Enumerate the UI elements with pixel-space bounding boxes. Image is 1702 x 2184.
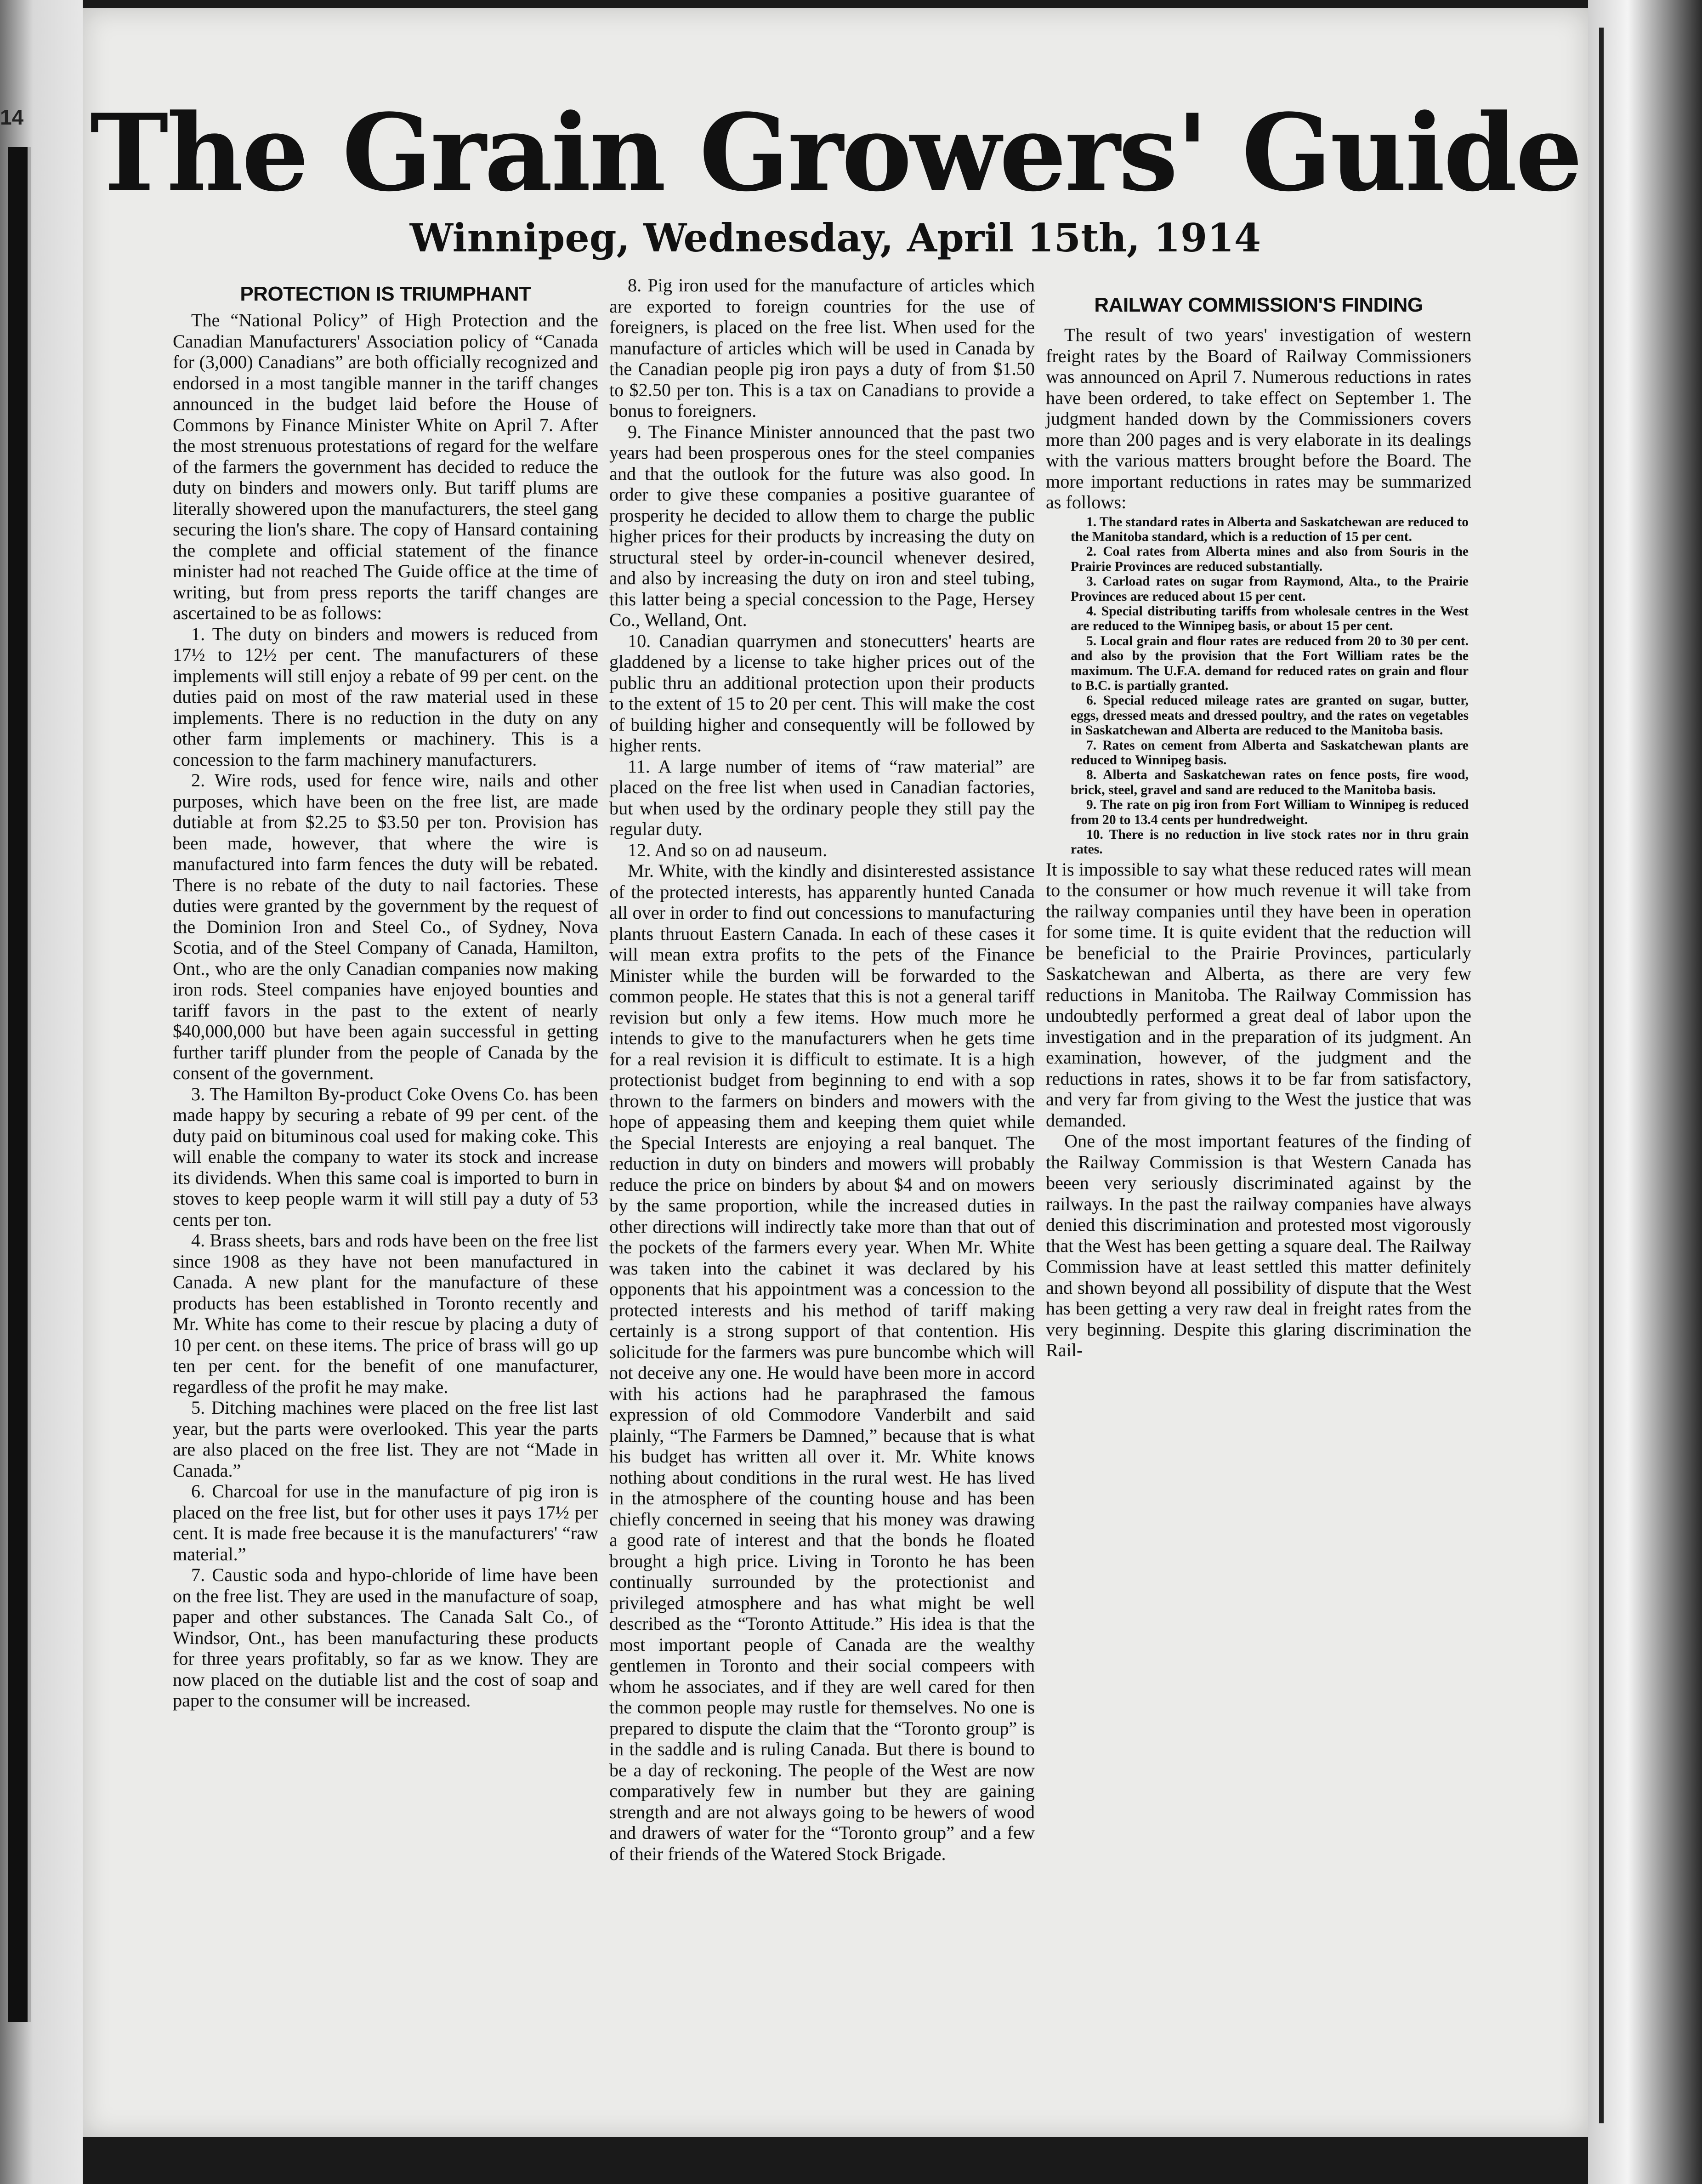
paragraph: It is impossible to say what these reduced rates will mean to the consumer or how much revenue it will take from the railway companies until they have been in operation for some time. It is quite evident that the reduction will be beneficial to the Prairie Provinces, particularly Saskatchewan and Alberta, as there are very few reductions in Manitoba. The Railway Commission has undoubtedly performed a great deal of labor upon the investigation and in the preparation of its judgment. An examination, however, of the judgment and the reductions in rates, shows it to be far from satisfactory, and very far from giving to the West the justice that was demanded. — [1046, 859, 1471, 1131]
article-heading-railway: RAILWAY COMMISSION'S FINDING — [1094, 294, 1423, 316]
page-edge-line — [1599, 28, 1604, 2123]
paragraph: 6. Charcoal for use in the manufacture of pig iron is placed on the free list, but for other uses it pays 17½ per cent. It is made free because it is the manufacturers' “raw material.” — [173, 1481, 598, 1564]
paragraph: 12. And so on ad nauseum. — [628, 839, 828, 860]
masthead-title: The Grain Growers' Guide — [90, 91, 1581, 215]
list-item: 8. Alberta and Saskatchewan rates on fence posts, fire wood, brick, steel, gravel and sand are reduced to the Manitoba basis. — [1071, 768, 1469, 797]
paragraph: 2. Wire rods, used for fence wire, nails and other purposes, which have been on the free list, are made dutiable at from $2.25 to $3.50 per ton. Provision has been made, however, that where the wire is manufactured into farm fences the duty will be rebated. There is no rebate of the duty to nail factories. These duties were granted by the government by the request of the Dominion Iron and Steel Co., of Sydney, Nova Scotia, and of the Steel Company of Canada, Hamilton, Ont., who are the only Canadian companies now making iron rods. Steel companies have enjoyed bounties and tariff favors in the past to the extent of nearly $40,000,000 but have been again successful in getting further tariff plunder from the people of Canada by the consent of the government. — [173, 770, 598, 1083]
column-2 — [609, 275, 1035, 1864]
list-item: 6. Special reduced mileage rates are granted on sugar, butter, eggs, dressed meats and dressed poultry, and the rates on vegetables in Saskatchewan and Alberta are reduced to the Manitoba basis. — [1071, 693, 1469, 738]
list-item: 2. Coal rates from Alberta mines and also from Souris in the Prairie Provinces are reduced substantially. — [1071, 544, 1469, 574]
left-page-border — [8, 147, 31, 2022]
paragraph: 10. Canadian quarrymen and stonecutters' hearts are gladdened by a license to take higher prices out of the public thru an additional protection upon their products to the extent of 15 to 20 per cent. This will make the cost of building higher and consequently will be followed by higher rents. — [609, 630, 1035, 756]
list-item: 1. The standard rates in Alberta and Saskatchewan are reduced to the Manitoba standard, which is a reduction of 15 per cent. — [1071, 514, 1469, 544]
reductions-list — [1046, 515, 1471, 857]
list-item: 5. Local grain and flour rates are reduced from 20 to 30 per cent. and also by the provision that the Fort William rates be the maximum. The U.F.A. demand for reduced rates on grain and flour to B.C. is partially granted. — [1071, 633, 1469, 693]
paragraph: 9. The Finance Minister announced that the past two years had been prosperous ones for the steel companies and that the outlook for the future was also good. In order to give these companies a positive guarantee of prosperity he decided to allow them to charge the public higher prices for their products by increasing the duty on structural steel by order-in-council whenever desired, and also by increasing the duty on iron and steel tubing, this latter being a special concession to the Page, Hersey Co., Welland, Ont. — [609, 421, 1035, 630]
paragraph: One of the most important features of the finding of the Railway Commission is that Western Canada has beeen very seriously discriminated against by the railways. In the past the railway companies have always denied this discrimination and protested most vigorously that the West has been getting a square deal. The Railway Commission have at least settled this matter definitely and shown beyond all possibility of dispute that the West has been getting a very raw deal in freight rates from the very beginning. Despite this glaring discrimination the Rail- — [1046, 1131, 1471, 1361]
paragraph: 1. The duty on binders and mowers is reduced from 17½ to 12½ per cent. The manufacturers of these implements will still enjoy a rebate of 99 per cent. on the duties paid on most of the raw material used in these implements. There is no reduction in the duty on any other farm implements or machinery. This is a concession to the farm machinery manufacturers. — [173, 623, 598, 770]
column-1 — [173, 279, 598, 1711]
list-item: 9. The rate on pig iron from Fort William to Winnipeg is reduced from 20 to 13.4 cents per hundredweight. — [1071, 797, 1469, 827]
newspaper-page — [83, 8, 1588, 2137]
list-item: 3. Carload rates on sugar from Raymond, Alta., to the Prairie Provinces are reduced about 15 per cent. — [1071, 574, 1469, 604]
paragraph: 5. Ditching machines were placed on the free list last year, but the parts were overlooked. This year the parts are also placed on the free list. They are not “Made in Canada.” — [173, 1397, 598, 1481]
paragraph: 8. Pig iron used for the manufacture of articles which are exported to foreign countries for the use of foreigners, is placed on the free list. When used for the manufacture of articles which will be used in Canada by the Canadian people pig iron pays a duty of from $1.50 to $2.50 per ton. This is a tax on Canadians to provide a bonus to foreigners. — [609, 275, 1035, 421]
paragraph: 7. Caustic soda and hypo-chloride of lime have been on the free list. They are used in the manufacture of soap, paper and other substances. The Canada Salt Co., of Windsor, Ont., has been manufacturing these products for three years profitably, so far as we know. They are now placed on the dutiable list and the cost of soap and paper to the consumer will be increased. — [173, 1564, 598, 1711]
column-3 — [1046, 275, 1471, 1361]
paragraph: 3. The Hamilton By-product Coke Ovens Co. has been made happy by securing a rebate of 99 per cent. of the duty paid on bituminous coal used for making coke. This will enable the company to water its stock and increase its dividends. When this same coal is imported to burn in stoves to keep people warm it will still pay a duty of 53 cents per ton. — [173, 1083, 598, 1230]
dateline: Winnipeg, Wednesday, April 15th, 1914 — [409, 215, 1261, 261]
left-page-number: 14 — [0, 105, 24, 129]
paragraph: The result of two years' investigation of western freight rates by the Board of Railway Commissioners was announced on April 7. Numerous reductions in rates have been ordered, to take effect on September 1. The judgment handed down by the Commissioners covers more than 200 pages and is very elaborate in its dealings with the various matters brought before the Board. The more important reductions in rates may be summarized as follows: — [1046, 324, 1471, 512]
paragraph: 11. A large number of items of “raw material” are placed on the free list when used in Canadian factories, but when used by the ordinary people they still pay the regular duty. — [609, 756, 1035, 839]
list-item: 7. Rates on cement from Alberta and Saskatchewan plants are reduced to Winnipeg basis. — [1071, 738, 1469, 768]
list-item: 4. Special distributing tariffs from wholesale centres in the West are reduced to the Winnipeg basis, or about 15 per cent. — [1071, 603, 1469, 634]
binding-edge — [1588, 0, 1702, 2184]
list-item: 10. There is no reduction in live stock rates nor in thru grain rates. — [1071, 827, 1469, 857]
paragraph-continued: Mr. White, with the kindly and disinterested assistance of the protected interests, has apparently hunted Canada all over in order to find out concessions to manufacturing plants thruout Eastern Canada. In each of these cases it will mean extra profits to the pets of the Finance Minister while the burden will be forwarded to the common people. He states that this is not a general tariff revision but only a few items. How much more he intends to give to the manufacturers when he gets time for a real revision it is difficult to estimate. It is a high protectionist budget from beginning to end with a sop thrown to the farmers on binders and mowers with the hope of appeasing them and keeping them quiet while the Special Interests are enjoying a real banquet. The reduction in duty on binders and mowers will probably reduce the price on binders by about $4 and on mowers by the same proportion, while the increased duties in other directions will indirectly take more than that out of the pockets of the farmers every year. When Mr. White was taken into the cabinet it was declared by his opponents that his appointment was a concession to the protected interests and his method of tariff making certainly is a strong support of that contention. His solicitude for the farmers was pure buncombe which will not deceive any one. He would have been more in accord with his actions had he paraphrased the famous expression of old Commodore Vanderbilt and said plainly, “The Farmers be Damned,” because that is what his budget has written all over it. Mr. White knows nothing about conditions in the rural west. He has lived in the atmosphere of the counting house and has been chiefly concerned in seeing that his money was drawing a good rate of interest and that the bonds he floated brought a high price. Living in Toronto he has been continually surrounded by the protectionist and privileged atmosphere and has what might be well described as the “Toronto Attitude.” His idea is that the most important people of Canada are the wealthy gentlemen in Toronto and their social compeers with whom he associates, and if they are well cared for then the common people may rustle for themselves. No one is prepared to dispute the claim that the “Toronto group” is in the saddle and is ruling Canada. But there is bound to be a day of reckoning. The people of the West are now comparatively few in number but they are gaining strength and are not always going to be hewers of wood and drawers of water for the “Toronto group” and a few of their friends of the Watered Stock Brigade. — [609, 860, 1035, 1864]
paragraph: 4. Brass sheets, bars and rods have been on the free list since 1908 as they have not been manufactured in Canada. A new plant for the manufacture of these products has been established in Toronto recently and Mr. White has come to their rescue by placing a duty of 10 per cent. on these items. The price of brass will go up ten per cent. for the benefit of one manufacturer, regardless of the profit he may make. — [173, 1230, 598, 1397]
paragraph: The “National Policy” of High Protection and the Canadian Manufacturers' Association policy of “Canada for (3,000) Canadians” are both officially recognized and endorsed in a most tangible manner in the tariff changes announced in the budget laid before the House of Commons by Finance Minister White on April 7. After the most strenuous protestations of regard for the welfare of the farmers the government has decided to reduce the duty on binders and mowers only. But tariff plums are literally showered upon the manufacturers, the steel gang securing the lion's share. The copy of Hansard containing the complete and official statement of the finance minister had not reached The Guide office at the time of writing, but from press reports the tariff changes are ascertained to be as follows: — [173, 310, 598, 623]
article-heading-protection: PROTECTION IS TRIUMPHANT — [240, 283, 531, 305]
